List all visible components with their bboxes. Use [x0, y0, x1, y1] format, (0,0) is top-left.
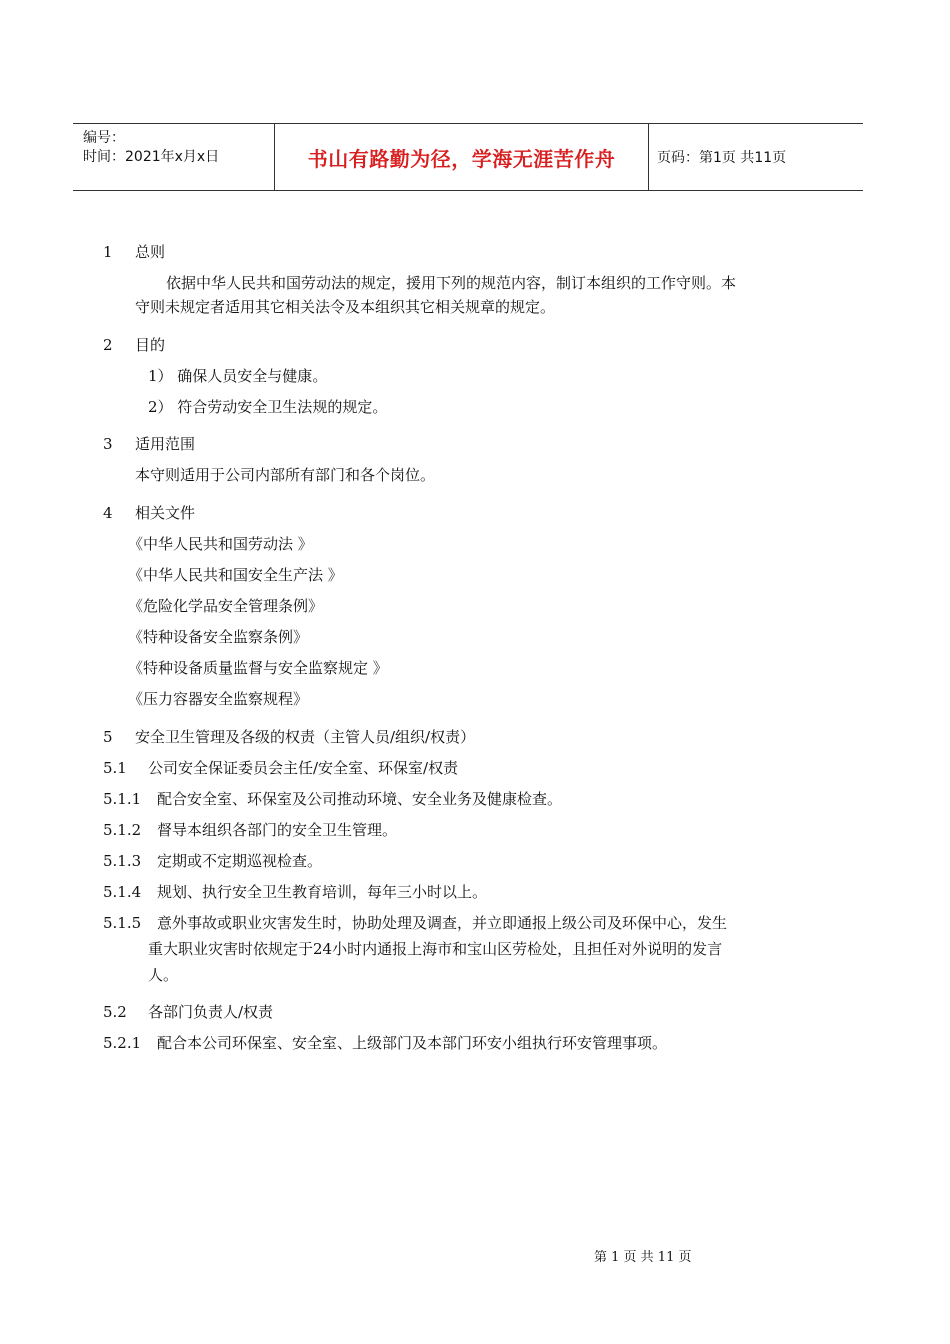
clause-text: 规划、执行安全卫生教育培训，每年三小时以上。: [157, 883, 488, 901]
clause-title: 各部门负责人/权责: [148, 1003, 274, 1021]
section-number: 5: [103, 728, 113, 746]
motto-cell: [275, 124, 649, 190]
clause-text: 重大职业灾害时依规定于24小时内通报上海市和宝山区劳检处，且担任对外说明的发言: [148, 940, 723, 958]
document-reference: 《危险化学品安全管理条例》: [128, 597, 324, 615]
clause-number: 5.2: [103, 1003, 127, 1021]
paragraph-line: 依据中华人民共和国劳动法的规定，援用下列的规范内容，制订本组织的工作守则。本: [166, 274, 737, 292]
clause-text: 定期或不定期巡视检查。: [157, 852, 323, 870]
motto-text: 书山有路勤为径，学海无涯苦作舟: [307, 146, 616, 171]
number-label: 编号：: [83, 130, 125, 146]
list-item: 2） 符合劳动安全卫生法规的规定。: [148, 398, 388, 416]
document-reference: 《中华人民共和国劳动法 》: [128, 535, 313, 553]
document-reference: 《特种设备安全监察条例》: [128, 628, 309, 646]
paragraph-line: 守则未规定者适用其它相关法令及本组织其它相关规章的规定。: [135, 298, 556, 316]
clause-title: 公司安全保证委员会主任/安全室、环保室/权责: [148, 759, 459, 777]
section-number: 1: [103, 243, 113, 261]
clause-number: 5.1.2: [103, 821, 142, 839]
section-number: 3: [103, 435, 113, 453]
section-title: 相关文件: [135, 504, 196, 522]
clause-text: 督导本组织各部门的安全卫生管理。: [157, 821, 398, 839]
page-label: 页码：第1页 共11页: [657, 150, 787, 166]
document-header: [73, 123, 863, 191]
time-label: 时间：2021年x月x日: [83, 149, 220, 165]
section-number: 4: [103, 504, 113, 522]
list-item: 1） 确保人员安全与健康。: [148, 367, 328, 385]
section-number: 2: [103, 336, 113, 354]
clause-text: 配合本公司环保室、安全室、上级部门及本部门环安小组执行环安管理事项。: [157, 1034, 668, 1052]
document-reference: 《压力容器安全监察规程》: [128, 690, 309, 708]
clause-number: 5.2.1: [103, 1034, 142, 1052]
clause-number: 5.1.5: [103, 914, 142, 932]
page-cell: [649, 124, 863, 190]
clause-number: 5.1.1: [103, 790, 142, 808]
section-title: 总则: [135, 243, 166, 261]
paragraph-line: 本守则适用于公司内部所有部门和各个岗位。: [135, 466, 436, 484]
header-info-cell: [73, 124, 275, 190]
document-reference: 《中华人民共和国安全生产法 》: [128, 566, 343, 584]
footer-page-number: 第 1 页 共 11 页: [594, 1250, 692, 1265]
clause-text: 意外事故或职业灾害发生时，协助处理及调查，并立即通报上级公司及环保中心，发生: [157, 914, 728, 932]
document-reference: 《特种设备质量监督与安全监察规定 》: [128, 659, 388, 677]
clause-number: 5.1.4: [103, 883, 142, 901]
section-title: 安全卫生管理及各级的权责（主管人员/组织/权责）: [135, 728, 476, 746]
section-title: 适用范围: [135, 435, 196, 453]
clause-number: 5.1.3: [103, 852, 142, 870]
clause-text: 人。: [148, 966, 179, 984]
clause-text: 配合安全室、环保室及公司推动环境、安全业务及健康检查。: [157, 790, 563, 808]
section-title: 目的: [135, 336, 166, 354]
clause-number: 5.1: [103, 759, 127, 777]
